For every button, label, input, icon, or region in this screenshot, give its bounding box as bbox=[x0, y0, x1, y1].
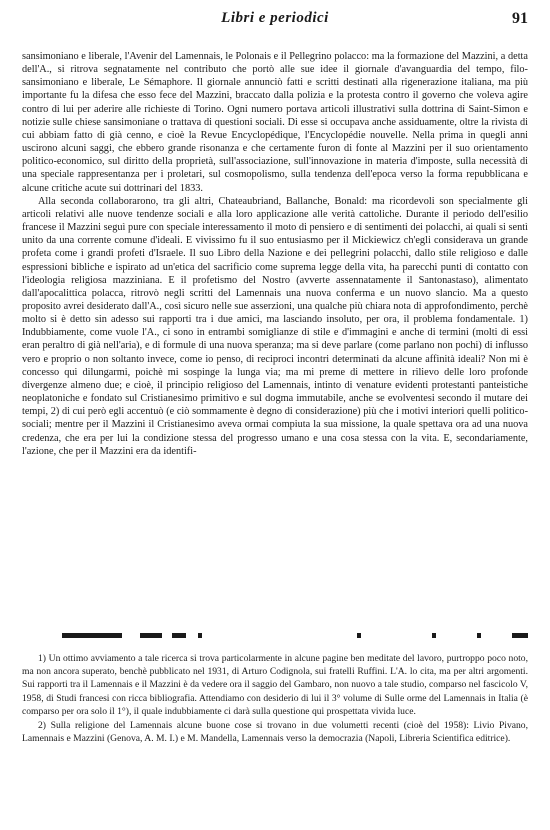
scan-mark bbox=[172, 633, 186, 638]
scan-mark bbox=[357, 633, 361, 638]
running-head: Libri e periodici bbox=[221, 10, 329, 26]
footnote-1: 1) Un ottimo avviamento a tale ricerca si trova particolarmente in alcune pagine ben meditate del lavoro, purtroppo poco noto, ma non ancora superato, benchè pubblicato nel 1931, di Arturo Codignola, sui fratelli Ruffini. L'A. lo cita, ma per altri argomenti. Sui rapporti tra il Lamennais e il Mazzini è da vedere ora il saggio del Gambaro, non nuovo a tale studio, comparso nel fascicolo V, 1958, di Studi francesi con ricca bibliografia. Attendiamo con desiderio di lui il 3° volume di Sulle orme del Lamennais in Italia (è comparso per ora solo il 1°), il quale indubbiamente ci darà sulla questione qui prospettata vivida luce. bbox=[22, 653, 528, 717]
paragraph-1: sansimoniano e liberale, l'Avenir del Lamennais, le Polonais e il Pellegrino polacco: ma la formazione del Mazzini, a detta dell'A., si ritrova segnatamente nel contributo che portò alle sue idee il giornale d'avanguardia del tempo, filo-sansimoniano e liberale, Le Sémaphore. Il giornale annunciò fatti e scritti destinati alla rigenerazione italiana, ma più importante fu la difesa che esso fece del Mazzini, braccato dalla polizia e la protesta contro il governo che voleva agire contro di lui per aderire alle richieste di Torino. Ogni numero portava articoli illustrativi sulla dottrina di Saint-Simon e notizie sulle chiese sansimoniane o trattava di questioni sociali. Di esse si occupava anche assiduamente, oltre la rivista di cui abbiam fatto di già cenno, e cioè la Revue Encyclopédique, l'Encyclopédie nouvelle. Nella prima in quegli anni uscirono alcuni saggi, che ebbero grande risonanza e che certamente furon di fonte al Mazzini per il suo orientamento politico-economico, sul diritto della proprietà, sull'associazione, sull'innovazione in materia d'imposte, sulla necessità di una speciale rappresentanza per i proletari, sul cosmopolismo, sulla tendenza dell'epoca verso la forma repubblicana e alcune critiche acute sui dottrinari del 1833. bbox=[22, 51, 528, 194]
page-header bbox=[22, 10, 528, 40]
paragraph-2: Alla seconda collaborarono, tra gli altri, Chateaubriand, Ballanche, Bonald: ma ricordevoli son specialmente gli articoli relativi alle nuove tendenze sociali e alla loro applicazione alle verità cattoliche. Durante il periodo dell'esilio francese il Mazzini seguì pure con speciale interessamento il moto di pensiero e di sentimenti dei polacchi, ai quali si sentì unito da una corrente comune d'ideali. E vivissimo fu il suo entusiasmo per il Mickiewicz ch'egli considerava un grande profeta come i grandi profeti d'Israele. Il suo Libro della Nazione e dei pellegrini polacchi, dallo stile religioso e dalle espressioni bibliche e ispirato ad un'etica del sacrificio come suprema legge della vita, ha parecchi punti di contatto con l'ideologia religiosa mazziniana. E il profetismo del Nostro (avverte assennatamente il Santonastaso), alimentato dall'apocalittica polacca, ritrovò negli scritti del Lamennais una nuova conferma e un nuovo slancio. Ma a questo proposito avrei desiderato dall'A., così sicuro nelle sue asserzioni, una qualche più chiara nota di approfondimento, perchè molto si è detto sin adesso sui rapporti tra i due amici, ma lasciando insoluto, per ora, il problema fondamentale. 1) Indubbiamente, come vuole l'A., ci sono in entrambi somiglianze di stile e d'immagini e anche di termini (molti di essi eran peraltro di già nell'aria), e di formule di una nuova speranza; ma si deve parlare (come parlano non pochi) di influsso vero e proprio o non soltanto invece, come io penso, di reciproci incontri determinati da alcune affinità ideali? Non mi è concesso qui dilungarmi, poichè mi sospinge la lunga via; ma mi preme di mettere in rilievo delle loro profonde divergenze almeno due; e cioè, il principio religioso del Lamennais, intinto di venature evidenti protestanti panteistiche neoplatoniche e fondato sul Cristianesimo primitivo e sul dogma immutabile, anche se evolventesi secondo il mutare dei tempi, 2) di cui però egli accentuò (e ciò sommamente è degno di considerazione) più che i motivi interiori quelli politico-sociali; mentre per il Mazzini il Cristianesimo aveva ormai compiuta la sua missione, la quale spettava ora ad una nuova credenza, che era per lui la condizione stessa del progresso umano e una cosa stessa con la vita. E, secondariamente, l'azione, che per il Mazzini era da identifi- bbox=[22, 195, 528, 457]
scan-mark bbox=[198, 633, 202, 638]
scan-mark bbox=[62, 633, 122, 638]
scan-mark bbox=[140, 633, 162, 638]
footnote-2: 2) Sulla religione del Lamennais alcune buone cose si trovano in due volumetti recenti (cioè del 1958): Livio Pivano, Lamennais e Mazzini (Genova, A. M. I.) e M. Mandella, Lamennais verso la democrazia (Napoli, Libreria Scientifica editrice). bbox=[22, 720, 528, 745]
page-number: 91 bbox=[512, 10, 528, 27]
scan-mark bbox=[477, 633, 481, 638]
footnotes bbox=[22, 652, 528, 746]
scan-mark bbox=[432, 633, 436, 638]
scan-artifact-strip bbox=[22, 632, 528, 642]
main-text bbox=[22, 50, 528, 458]
scan-mark bbox=[512, 633, 528, 638]
